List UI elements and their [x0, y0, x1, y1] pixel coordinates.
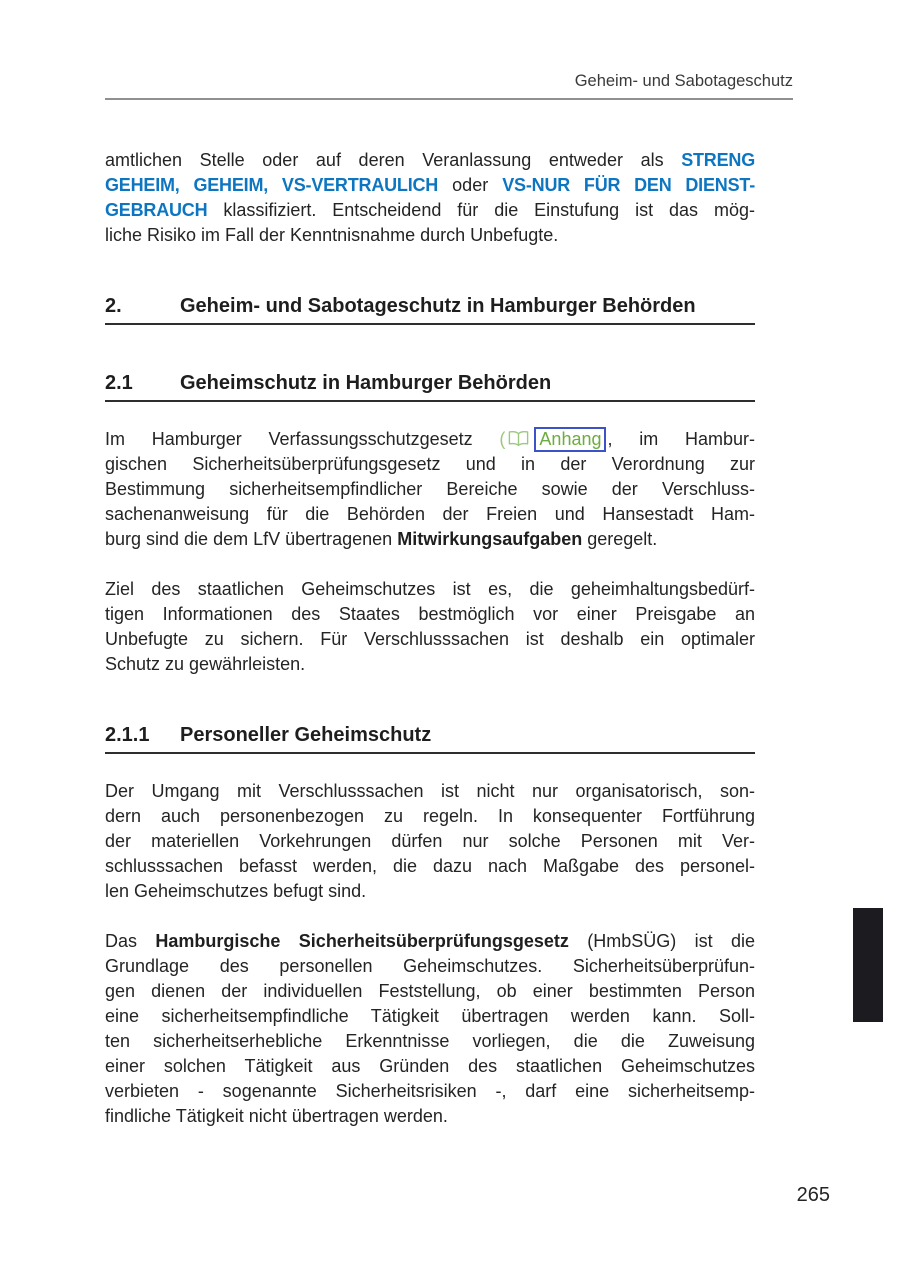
- text-segment: Grundlage des personellen Geheimschutzes. Sicherheitsüberprüfun-: [105, 956, 755, 976]
- text-segment: klassifiziert. Entscheidend für die Einstufung ist das mög-: [207, 200, 755, 220]
- text-segment: geregelt.: [582, 529, 658, 549]
- paragraph: [105, 148, 755, 248]
- text-segment: burg sind die dem LfV übertragenen: [105, 529, 398, 549]
- open-book-icon: [508, 429, 529, 454]
- text-segment: ten sicherheitserhebliche Erkenntnisse vorliegen, die die Zuweisung: [105, 1031, 755, 1051]
- text-line: [105, 1054, 755, 1079]
- text-segment: der materiellen Vorkehrungen dürfen nur solche Personen mit Ver-: [105, 831, 755, 851]
- paragraph: [105, 779, 755, 904]
- text-line: [105, 1029, 755, 1054]
- text-line: [105, 652, 755, 677]
- text-segment: gischen Sicherheitsüberprüfungsgesetz und in der Verordnung zur: [105, 454, 755, 474]
- text-segment: amtlichen Stelle oder auf deren Veranlassung entweder als: [105, 150, 682, 170]
- text-column: [105, 148, 755, 1129]
- section-heading: [105, 724, 755, 754]
- text-segment: Bestimmung sicherheitsempfindlicher Bereiche sowie der Verschluss-: [105, 479, 755, 499]
- text-line: [105, 929, 755, 954]
- thumb-index-marker: [853, 908, 883, 1022]
- text-segment: len Geheimschutzes befugt sind.: [105, 881, 367, 901]
- text-line: [105, 879, 755, 904]
- text-segment: GEBRAUCH: [105, 200, 208, 220]
- text-segment: oder: [438, 175, 503, 195]
- text-segment: Der Umgang mit Verschlusssachen ist nicht nur organisatorisch, son-: [105, 781, 755, 801]
- text-segment: gen dienen der individuellen Feststellung, ob einer bestimmten Person: [105, 981, 755, 1001]
- heading-title: Geheim- und Sabotageschutz in Hamburger Behörden: [180, 295, 696, 317]
- text-segment: (HmbSÜG) ist die: [568, 931, 755, 951]
- text-line: [105, 854, 755, 879]
- heading-number: 2.1: [105, 372, 133, 394]
- text-line: [105, 779, 755, 804]
- text-segment: dern auch personenbezogen zu regeln. In konsequenter Fortführung: [105, 806, 755, 826]
- text-segment: Mitwirkungsaufgaben: [397, 529, 583, 549]
- text-line: [105, 173, 755, 198]
- text-segment: sachenanweisung für die Behörden der Freien und Hansestadt Ham-: [105, 504, 755, 524]
- text-segment: liche Risiko im Fall der Kenntnisnahme durch Unbefugte.: [105, 225, 559, 245]
- text-segment: STRENG: [681, 150, 755, 170]
- heading-title: Geheimschutz in Hamburger Behörden: [180, 372, 552, 394]
- section-heading: [105, 372, 755, 402]
- text-segment: Schutz zu gewährleisten.: [105, 654, 306, 674]
- running-header: Geheim- und Sabotageschutz: [105, 72, 793, 100]
- text-segment: verbieten - sogenannte Sicherheitsrisiken -, darf eine sicherheitsemp-: [105, 1081, 755, 1101]
- text-line: [105, 954, 755, 979]
- text-line: [105, 1104, 755, 1129]
- heading-title: Personeller Geheimschutz: [180, 724, 432, 746]
- text-segment: VS-NUR FÜR DEN DIENST-: [502, 175, 755, 195]
- text-line: [105, 527, 755, 552]
- text-line: [105, 602, 755, 627]
- anhang-link[interactable]: Anhang: [534, 427, 606, 452]
- paragraph: [105, 929, 755, 1129]
- text-segment: Das: [105, 931, 156, 951]
- text-segment: Im Hamburger Verfassungsschutzgesetz: [105, 429, 500, 449]
- section-heading: [105, 295, 755, 325]
- text-line: [105, 148, 755, 173]
- text-segment: Ziel des staatlichen Geheimschutzes ist es, die geheimhaltungsbedürf-: [105, 579, 755, 599]
- text-line: [105, 804, 755, 829]
- text-segment: Unbefugte zu sichern. Für Verschlusssachen ist deshalb ein optimaler: [105, 629, 755, 649]
- text-line: [105, 477, 755, 502]
- text-line: [105, 577, 755, 602]
- text-line: [105, 427, 755, 452]
- heading-number: 2.: [105, 295, 122, 317]
- text-segment: (: [499, 429, 506, 449]
- text-segment: findliche Tätigkeit nicht übertragen werden.: [105, 1106, 448, 1126]
- text-line: [105, 198, 755, 223]
- text-line: [105, 452, 755, 477]
- text-segment: Hamburgische Sicherheitsüberprüfungsgesetz: [155, 931, 569, 951]
- text-line: [105, 502, 755, 527]
- text-segment: GEHEIM, GEHEIM, VS-VERTRAULICH: [105, 175, 439, 195]
- text-line: [105, 627, 755, 652]
- text-segment: schlusssachen befasst werden, die dazu nach Maßgabe des personel-: [105, 856, 755, 876]
- heading-number: 2.1.1: [105, 724, 150, 746]
- text-line: [105, 829, 755, 854]
- page-number: 265: [796, 1184, 830, 1206]
- text-line: [105, 979, 755, 1004]
- text-line: [105, 223, 755, 248]
- paragraph: [105, 427, 755, 552]
- text-line: [105, 1004, 755, 1029]
- text-segment: , im Hambur-: [607, 429, 756, 449]
- text-segment: einer solchen Tätigkeit aus Gründen des staatlichen Geheimschutzes: [105, 1056, 755, 1076]
- text-segment: tigen Informationen des Staates bestmöglich vor einer Preisgabe an: [105, 604, 755, 624]
- paragraph: [105, 577, 755, 677]
- text-segment: eine sicherheitsempfindliche Tätigkeit übertragen werden kann. Soll-: [105, 1006, 755, 1026]
- text-line: [105, 1079, 755, 1104]
